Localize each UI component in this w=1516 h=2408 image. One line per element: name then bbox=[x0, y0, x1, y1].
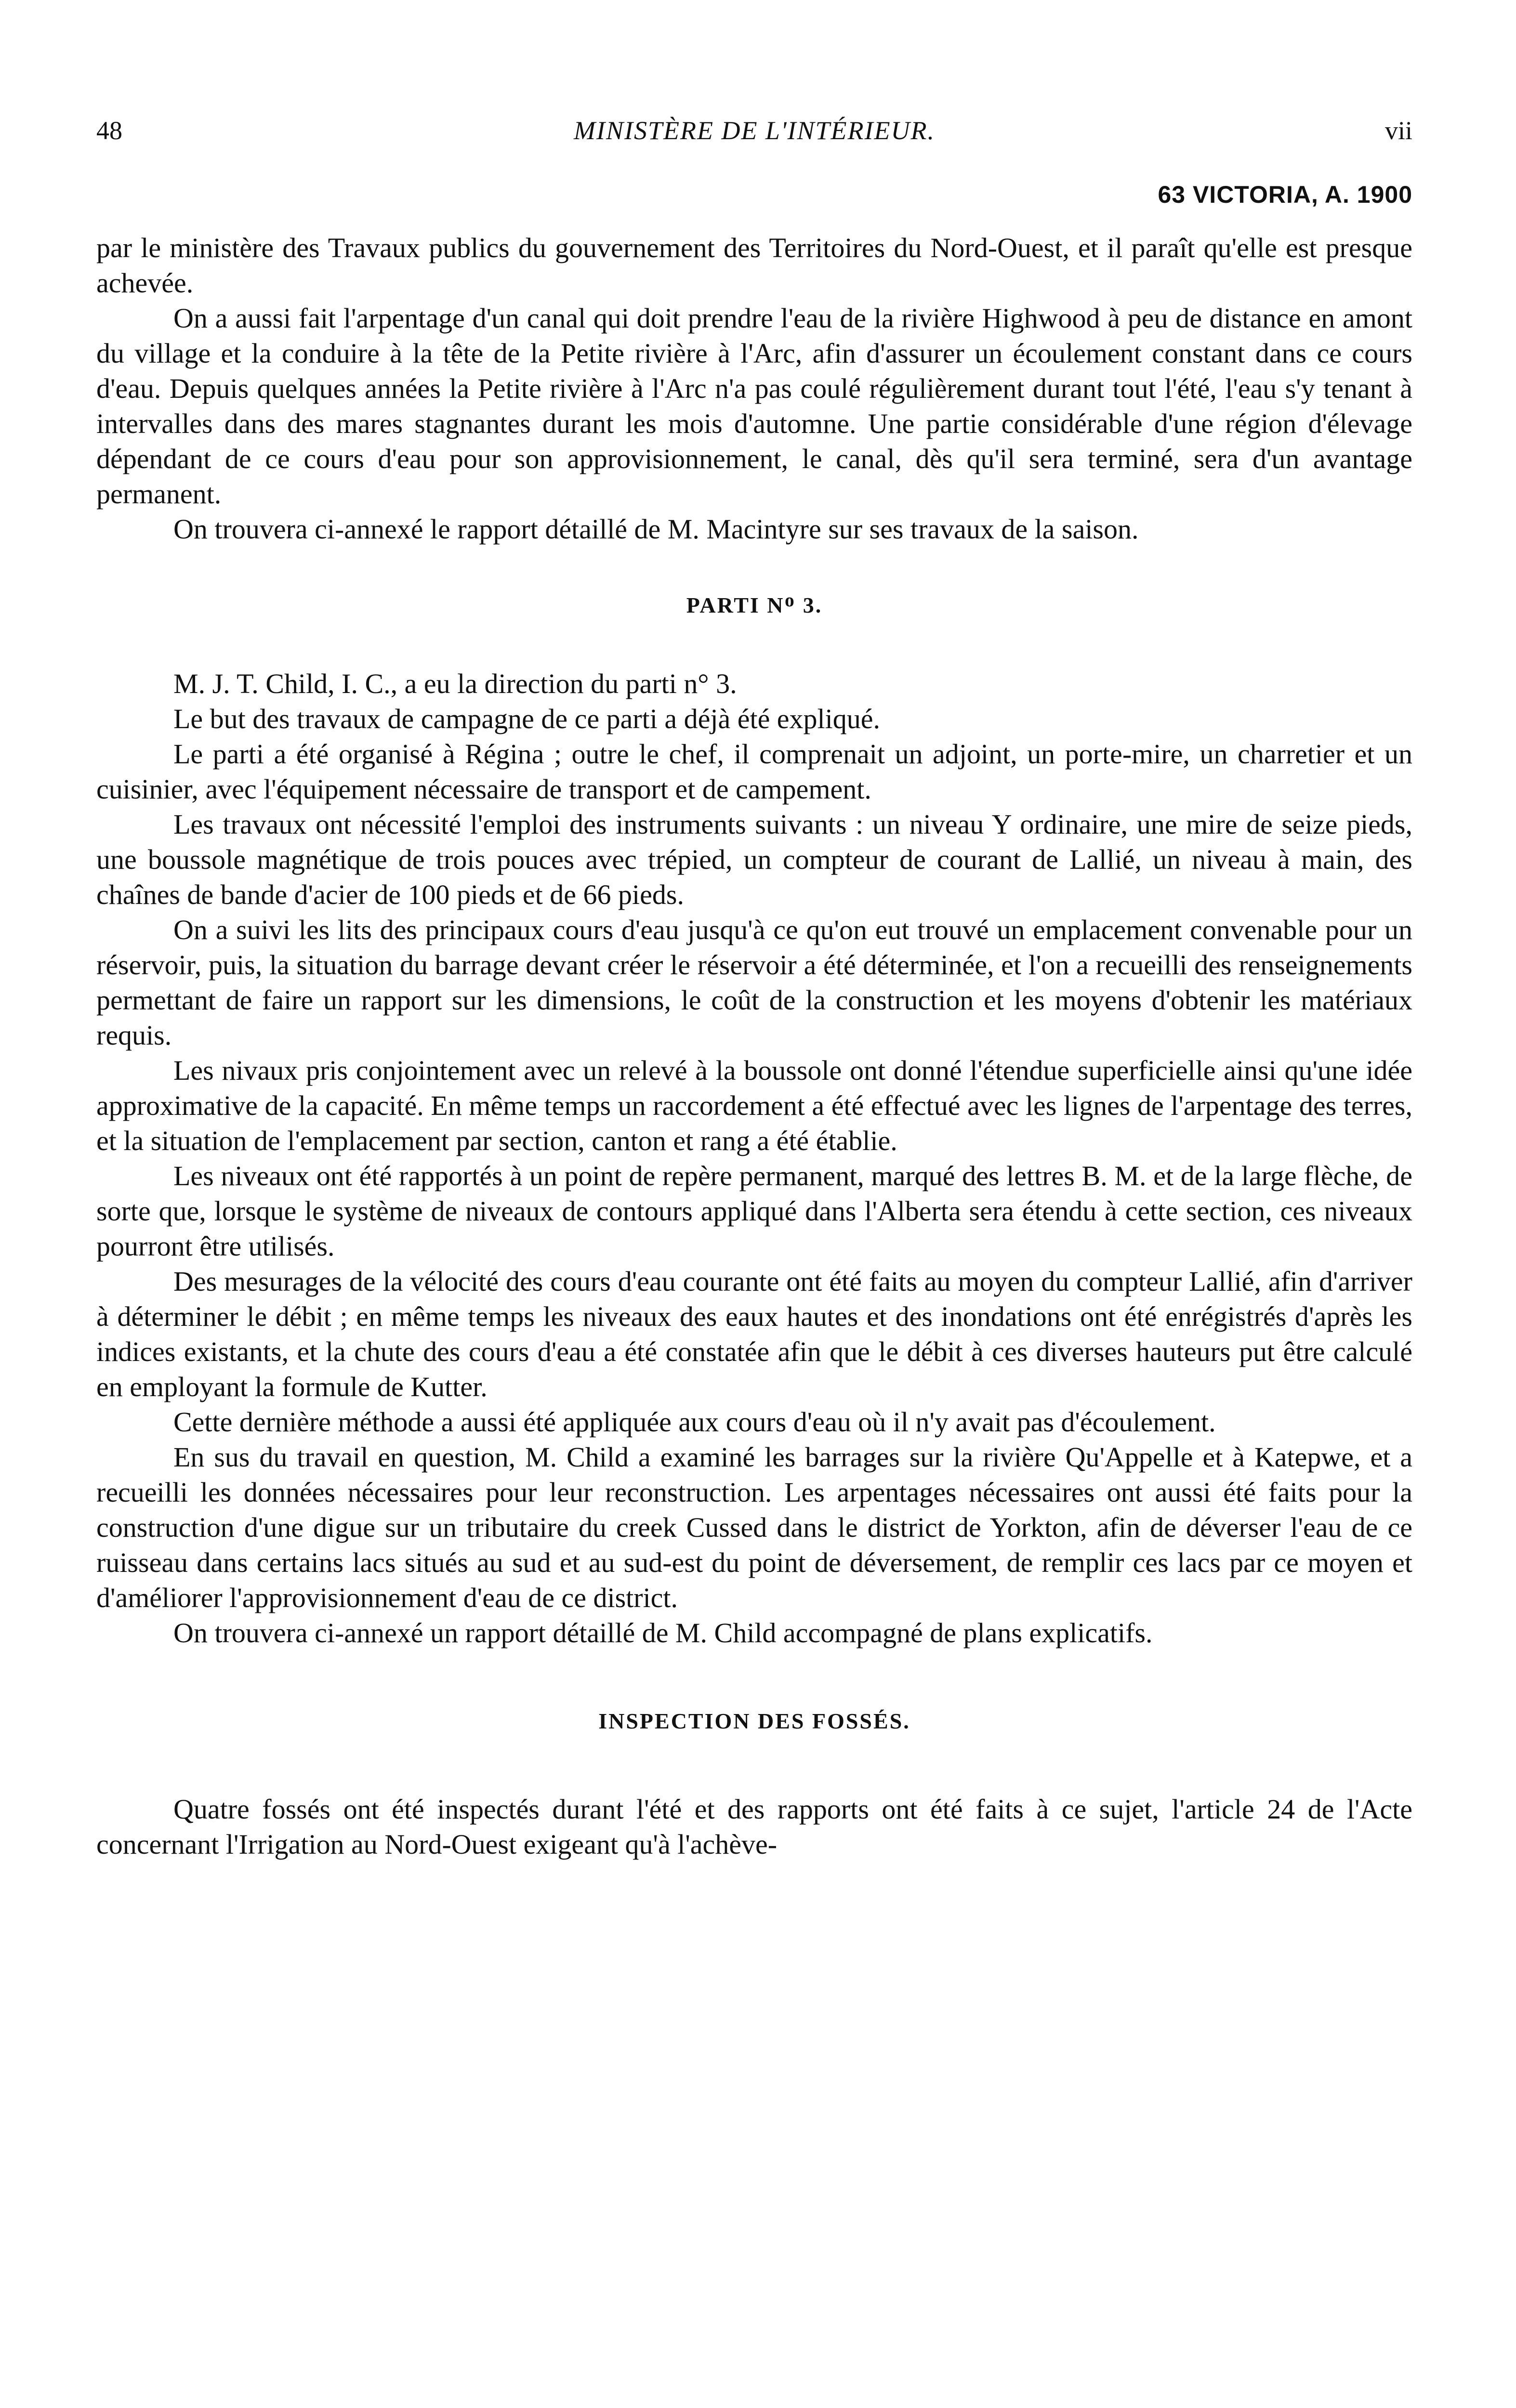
section-intro bbox=[96, 230, 1412, 547]
paragraph: Les travaux ont nécessité l'emploi des instruments suivants : un niveau Y ordinaire, une mire de seize pieds, une boussole magnétique de trois pouces avec trépied, un compteur de courant de Lallié, un niveau à main, des chaînes de bande d'acier de 100 pieds et de 66 pieds. bbox=[96, 809, 1412, 910]
page-number: 48 bbox=[96, 116, 122, 145]
paragraph: Quatre fossés ont été inspectés durant l'été et des rapports ont été faits à ce sujet, l'article 24 de l'Acte concernant l'Irrigation au Nord-Ouest exigeant qu'à l'achève- bbox=[96, 1793, 1412, 1860]
running-title: MINISTÈRE DE L'INTÉRIEUR. bbox=[574, 116, 935, 145]
running-header bbox=[96, 116, 1412, 159]
body-text bbox=[96, 230, 1412, 1862]
paragraph: Les niveaux ont été rapportés à un point de repère permanent, marqué des lettres B. M. et de la large flèche, de sorte que, lorsque le système de niveaux de contours appliqué dans l'Alberta sera étendu à cette section, ces niveaux pourront être utilisés. bbox=[96, 1160, 1412, 1262]
paragraph: Des mesurages de la vélocité des cours d'eau courante ont été faits au moyen du compteur Lallié, afin d'arriver à déterminer le débit ; en même temps les niveaux des eaux hautes et des inondations ont été enrégistrés d'après les indices existants, et la chute des cours d'eau a été constatée afin que le débit à ces diverses hauteurs put être calculé en employant la formule de Kutter. bbox=[96, 1266, 1412, 1402]
section-inspection-fosses bbox=[96, 1792, 1412, 1862]
heading-inspection-fosses: INSPECTION DES FOSSÉS. bbox=[598, 1709, 910, 1733]
paragraph: Les nivaux pris conjointement avec un relevé à la boussole ont donné l'étendue superficielle ainsi qu'une idée approximative de la capacité. En même temps un raccordement a été effectué avec les lignes de l'arpentage des terres, et la situation de l'emplacement par section, canton et rang a été établie. bbox=[96, 1055, 1412, 1156]
paragraph: On trouvera ci-annexé le rapport détaillé de M. Macintyre sur ses travaux de la saison. bbox=[173, 513, 1139, 545]
volume-number: vii bbox=[1384, 116, 1412, 145]
heading-parti-3: PARTI Nᴼ 3. bbox=[686, 593, 823, 617]
paragraph: par le ministère des Travaux publics du gouvernement des Territoires du Nord-Ouest, et il paraît qu'elle est presque achevée. bbox=[96, 232, 1412, 299]
paragraph: M. J. T. Child, I. C., a eu la direction du parti n° 3. bbox=[173, 668, 737, 699]
paragraph: On a aussi fait l'arpentage d'un canal qui doit prendre l'eau de la rivière Highwood à peu de distance en amont du village et la conduire à la tête de la Petite rivière à l'Arc, afin d'assurer un écoulement constant dans ce cours d'eau. Depuis quelques années la Petite rivière à l'Arc n'a pas coulé régulièrement durant tout l'été, l'eau s'y tenant à intervalles dans des mares stagnantes durant les mois d'automne. Une partie considérable d'une région d'élevage dépendant de ce cours d'eau pour son approvisionnement, le canal, dès qu'il sera terminé, sera d'un avantage permanent. bbox=[96, 302, 1412, 510]
section-parti-3 bbox=[96, 666, 1412, 1650]
paragraph: Le parti a été organisé à Régina ; outre le chef, il comprenait un adjoint, un porte-mire, un charretier et un cuisinier, avec l'équipement nécessaire de transport et de campement. bbox=[96, 738, 1412, 805]
paragraph: En sus du travail en question, M. Child a examiné les barrages sur la rivière Qu'Appelle et à Katepwe, et a recueilli les données nécessaires pour leur reconstruction. Les arpentages nécessaires ont aussi été faits pour la construction d'une digue sur un tributaire du creek Cussed dans le district de Yorkton, afin de déverser l'eau de ce ruisseau dans certains lacs situés au sud et au sud-est du point de déversement, de remplir ces lacs par ce moyen et d'améliorer l'approvisionnement d'eau de ce district. bbox=[96, 1441, 1412, 1613]
paragraph: On a suivi les lits des principaux cours d'eau jusqu'à ce qu'on eut trouvé un emplacement convenable pour un réservoir, puis, la situation du barrage devant créer le réservoir a été déterminée, et l'on a recueilli des renseignements permettant de faire un rapport sur les dimensions, le coût de la construction et les moyens d'obtenir les matériaux requis. bbox=[96, 914, 1412, 1051]
session-label: 63 VICTORIA, A. 1900 bbox=[1158, 181, 1412, 208]
paragraph: Cette dernière méthode a aussi été appliquée aux cours d'eau où il n'y avait pas d'écoulement. bbox=[173, 1406, 1216, 1438]
paragraph: Le but des travaux de campagne de ce parti a déjà été expliqué. bbox=[173, 703, 881, 734]
paragraph: On trouvera ci-annexé un rapport détaillé de M. Child accompagné de plans explicatifs. bbox=[173, 1617, 1153, 1649]
